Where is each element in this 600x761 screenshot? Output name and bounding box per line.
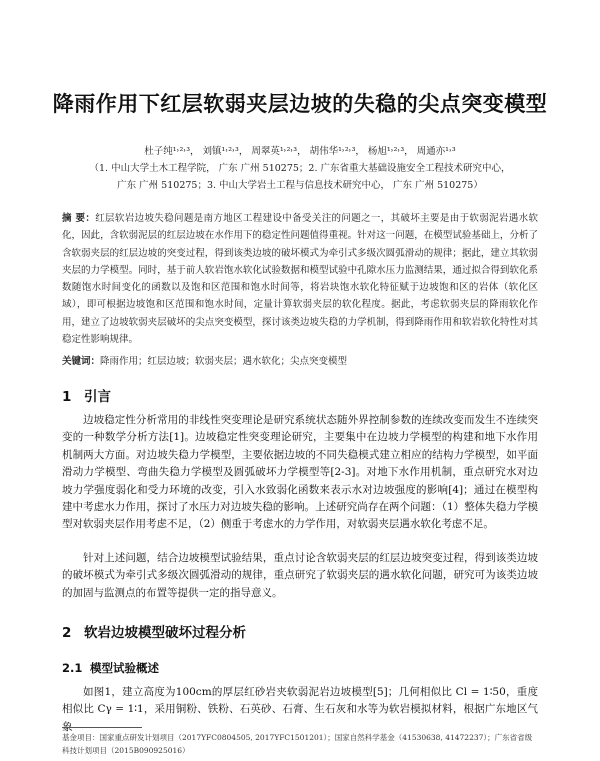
affiliation-line: （1. 中山大学土木工程学院， 广东 广州 510275；2. 广东省重大基础设施安全工程技术研究中心， (89, 163, 511, 174)
funding-footnote: 基金项目：国家重点研发计划项目（2017YFC0804505, 2017YFC1501201）；国家自然科学基金（41530638, 41472237）；广东省省级科技计划项目（2015B090925016） (62, 733, 533, 755)
footnote-divider (62, 727, 142, 728)
intro-paragraph-2: 针对上述问题，结合边坡模型试验结果，重点讨论含软弱夹层的红层边坡突变过程，得到该类边坡的破坏模式为牵引式多级次圆弧滑动的规律，重点研究了软弱夹层的遇水软化问题，研究可为该类边坡的加固与监测点的布置等提供一定的指导意义。 (62, 552, 538, 599)
paper-title: 降雨作用下红层软弱夹层边坡的失稳的尖点突变模型 (52, 92, 548, 116)
test-paragraph: 如图1，建立高度为100cm的厚层红砂岩夹软弱泥岩边坡模型[5]；几何相似比 Cl = 1∶50，重度相似比 Cγ = 1∶1，采用铜粉、铁粉、石英砂、石膏、生石灰和水等为软岩模拟材料，根据广东地区气象 (62, 686, 538, 733)
subsection-title: 模型试验概述 (90, 661, 159, 675)
section-title: 引言 (84, 389, 111, 405)
keywords (62, 353, 538, 370)
section-heading-intro (62, 385, 111, 405)
abstract-text: 红层软岩边坡失稳问题是南方地区工程建设中备受关注的问题之一，其破坏主要是由于软弱泥岩遇水软化，因此，含软弱泥层的红层边坡在水作用下的稳定性问题值得重视。针对这一问题，在模型试验基础上，分析了含软弱夹层的红层边坡的突变过程，得到该类边坡的破坏模式为牵引式多级次圆弧滑动的规律；据此，建立其软弱夹层的力学模型。同时，基于前人软岩饱水软化试验数据和模型试验中孔隙水压力监测结果，通过拟合得到软化系数随饱水时间变化的函数以及饱和区范围和饱水时间等，将岩块饱水软化特征赋于边坡饱和区的岩体（软化区域），即可根据边坡饱和区范围和饱水时间，定量计算软弱夹层的软化程度。据此，考虑软弱夹层的降雨软化作用，建立了边坡软弱夹层破坏的尖点突变模型，探讨该类边坡失稳的力学机制，得到降雨作用和软岩软化特性对其稳定性影响规律。 (62, 213, 538, 346)
section-heading-failure (62, 621, 246, 641)
intro-paragraph-1: 边坡稳定性分析常用的非线性突变理论是研究系统状态随外界控制参数的连续改变而发生不连续突变的一种数学分析方法[1]。边坡稳定性突变理论研究，主要集中在边坡力学模型的构建和地下水作用机制两大方面。对边坡失稳力学模型，主要依据边坡的不同失稳模式建立相应的结构力学模型，如平面滑动力学模型、弯曲失稳力学模型及圆弧破坏力学模型等[2-3]。对地下水作用机制，重点研究水对边坡力学强度弱化和受力环境的改变，引入水致弱化函数来表示水对边坡强度的影响[4]；通过在模型构建中考虑水力作用，探讨了水压力对边坡失稳的影响。上述研究尚存在两个问题：（1）整体失稳力学模型对软弱夹层作用考虑不足，（2）侧重于考虑水的力学作用，对软弱夹层遇水软化考虑不足。 (62, 414, 538, 531)
section-title: 软岩边坡模型破坏过程分析 (84, 625, 246, 641)
keywords-label: 关键词： (62, 356, 101, 367)
affiliation-line: 广东 广州 510275；3. 中山大学岩土工程与信息技术研究中心， 广东 广州 510275） (117, 180, 483, 191)
section-number: 1 (62, 389, 72, 405)
abstract (62, 210, 538, 348)
section-number: 2 (62, 625, 72, 641)
keywords-text: 降雨作用；红层边坡；软弱夹层；遇水软化；尖点突变模型 (100, 356, 348, 367)
abstract-label: 摘 要： (62, 213, 96, 224)
author-list: 杜子纯¹˒²˒³， 刘镇¹˒²˒³， 周翠英¹˒²˒³， 胡伟华¹˒²˒³， 杨旭¹˒²˒³， 周通亦¹˒³ (144, 146, 456, 157)
subsection-number: 2.1 (62, 661, 83, 675)
subsection-heading-test (62, 660, 159, 676)
affiliations (60, 160, 540, 194)
